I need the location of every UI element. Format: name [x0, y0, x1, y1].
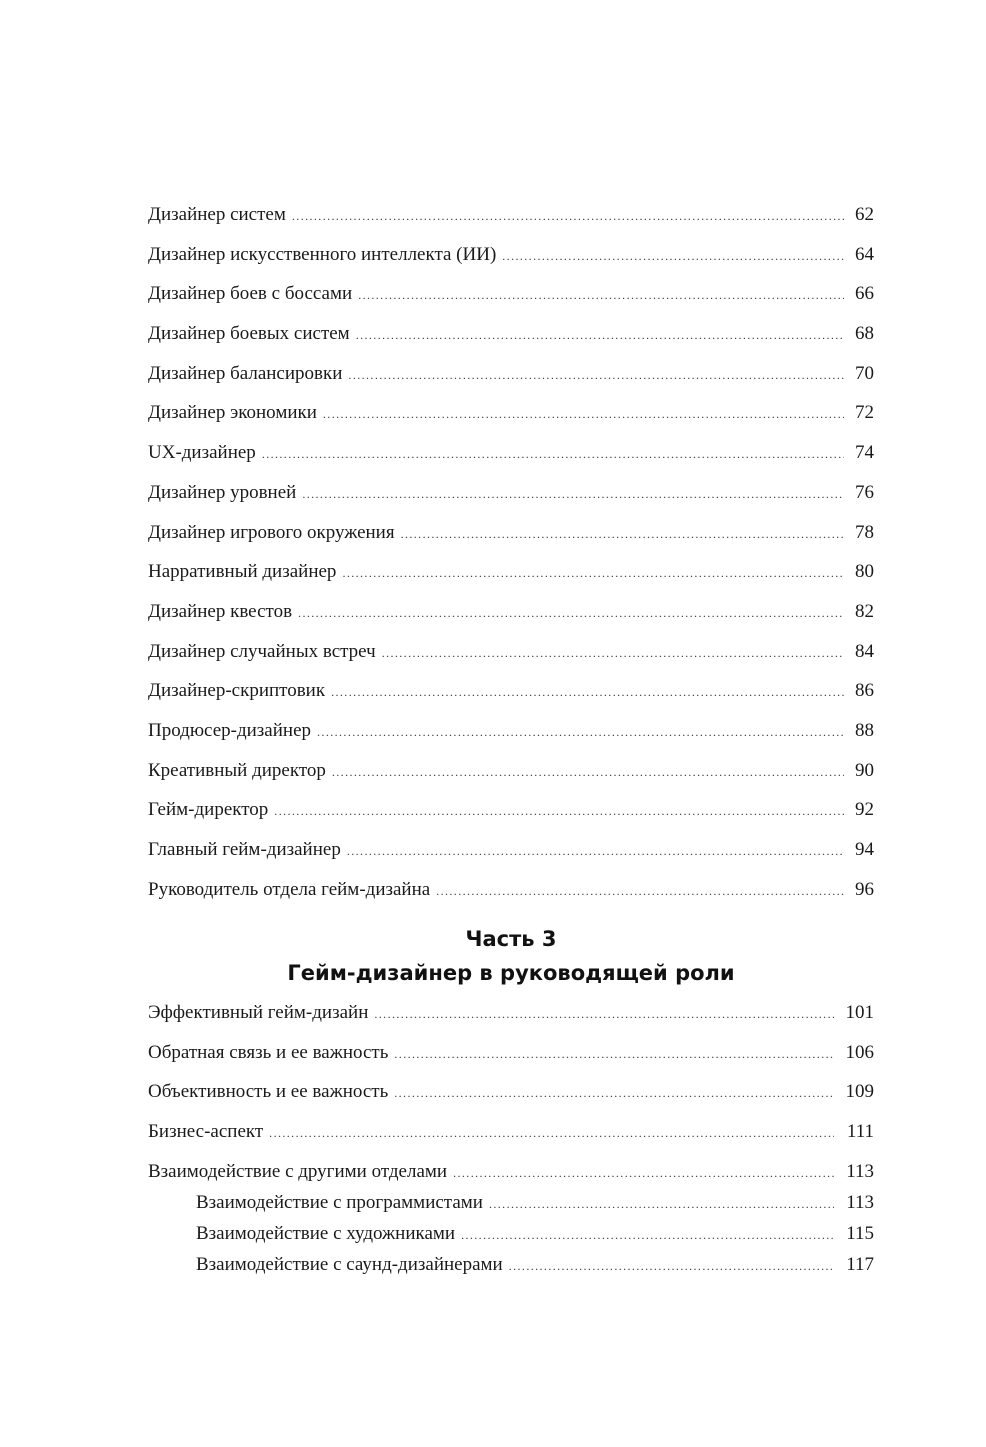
dot-leader — [348, 360, 844, 390]
toc-part2-tail — [148, 200, 874, 914]
toc-entry-title: Дизайнер уровней — [148, 481, 297, 503]
toc-entry-page: 90 — [855, 759, 874, 781]
toc-entry-page: 117 — [846, 1253, 874, 1275]
dot-leader — [509, 1251, 834, 1281]
toc-entry-page: 86 — [855, 680, 874, 702]
toc-entry-page: 113 — [846, 1191, 874, 1213]
toc-entry-title: UX-дизайнер — [148, 442, 256, 464]
toc-entry[interactable] — [148, 557, 874, 597]
toc-entry[interactable] — [148, 716, 874, 756]
toc-subentry[interactable] — [148, 1219, 874, 1250]
toc-entry-page: 106 — [845, 1041, 874, 1063]
toc-entry[interactable] — [148, 1077, 874, 1117]
toc-entry-page: 94 — [855, 839, 874, 860]
toc-entry-title: Нарративный дизайнер — [148, 561, 337, 583]
toc-subentries — [148, 1188, 874, 1281]
dot-leader — [292, 201, 844, 231]
toc-entry-page: 109 — [845, 1081, 874, 1103]
dot-leader — [274, 796, 844, 826]
toc-entry[interactable] — [148, 279, 874, 319]
toc-subentry[interactable] — [148, 1188, 874, 1219]
toc-entry-page: 96 — [855, 878, 874, 900]
part-title: Гейм-дизайнер в руководящей роли — [287, 961, 735, 985]
toc-entry-title: Руководитель отдела гейм-дизайна — [148, 878, 431, 900]
toc-entry-page: 82 — [855, 600, 874, 622]
toc-entry-title: Обратная связь и ее важность — [148, 1041, 389, 1063]
dot-leader — [323, 399, 844, 429]
dot-leader — [382, 638, 844, 668]
toc-entry-title: Дизайнер игрового окружения — [148, 521, 395, 543]
toc-subentry[interactable] — [148, 1250, 874, 1281]
dot-leader — [269, 1118, 834, 1148]
toc-entry-title: Дизайнер боевых систем — [148, 323, 350, 345]
toc-entry[interactable] — [148, 1117, 874, 1157]
toc-entry[interactable] — [148, 1157, 874, 1188]
toc-entry-page: 68 — [855, 323, 874, 345]
toc-part3 — [148, 998, 874, 1281]
dot-leader — [502, 241, 844, 271]
toc-entry[interactable] — [148, 200, 874, 240]
part-number: Часть 3 — [465, 927, 557, 951]
toc-entry[interactable] — [148, 398, 874, 438]
part-heading — [148, 922, 874, 990]
toc-entry-page: 88 — [855, 719, 874, 741]
dot-leader — [356, 320, 844, 350]
dot-leader — [302, 479, 844, 509]
toc-entry[interactable] — [148, 518, 874, 558]
toc-entry-page: 66 — [855, 283, 874, 305]
toc-entry-page: 84 — [855, 640, 874, 662]
toc-entry-title: Дизайнер искусственного интеллекта (ИИ) — [148, 243, 497, 265]
toc-entry-title: Дизайнер систем — [148, 204, 286, 225]
toc-entry-page: 111 — [846, 1121, 874, 1143]
toc-entry-title: Дизайнер балансировки — [148, 362, 343, 384]
toc-entry-title: Взаимодействие с другими отделами — [148, 1160, 448, 1182]
toc-entry-title: Дизайнер случайных встреч — [148, 640, 376, 662]
toc-entry[interactable] — [148, 676, 874, 716]
toc-entry-page: 78 — [855, 521, 874, 543]
dot-leader — [461, 1220, 834, 1250]
toc-entry-title: Взаимодействие с художниками — [196, 1222, 456, 1244]
dot-leader — [347, 836, 844, 866]
toc-entry-title: Дизайнер экономики — [148, 402, 317, 424]
toc-entry[interactable] — [148, 835, 874, 875]
toc-entry[interactable] — [148, 359, 874, 399]
dot-leader — [394, 1078, 834, 1108]
toc-entry[interactable] — [148, 240, 874, 280]
toc-entry-title: Гейм-директор — [148, 799, 269, 821]
dot-leader — [317, 717, 844, 747]
toc-entry-title: Главный гейм-дизайнер — [148, 839, 341, 860]
toc-entry[interactable] — [148, 478, 874, 518]
toc-entry-title: Взаимодействие с программистами — [196, 1191, 483, 1213]
toc-entry-title: Взаимодействие с саунд-дизайнерами — [196, 1253, 503, 1275]
toc-entry[interactable] — [148, 998, 874, 1038]
toc-entry[interactable] — [148, 756, 874, 796]
toc-entry-page: 72 — [855, 402, 874, 424]
dot-leader — [374, 999, 834, 1029]
toc-entry-page: 80 — [855, 561, 874, 583]
dot-leader — [298, 598, 844, 628]
dot-leader — [394, 1039, 834, 1069]
toc-entry-page: 62 — [855, 204, 874, 225]
dot-leader — [489, 1189, 834, 1219]
toc-entry-title: Объективность и ее важность — [148, 1081, 389, 1103]
toc-entry-page: 92 — [855, 799, 874, 821]
toc-entry-title: Продюсер-дизайнер — [148, 719, 312, 741]
dot-leader — [358, 280, 844, 310]
toc-entry-page: 113 — [846, 1160, 874, 1182]
dot-leader — [436, 876, 844, 906]
toc-entry-title: Бизнес-аспект — [148, 1121, 264, 1143]
toc-entry-page: 115 — [846, 1222, 874, 1244]
toc-entry[interactable] — [148, 319, 874, 359]
toc-entry-title: Креативный директор — [148, 759, 326, 781]
toc-entry[interactable] — [148, 1038, 874, 1078]
toc-entry-title: Дизайнер-скриптовик — [148, 680, 326, 702]
dot-leader — [332, 757, 844, 787]
toc-entry[interactable] — [148, 875, 874, 915]
toc-entry-page: 70 — [855, 362, 874, 384]
dot-leader — [401, 519, 844, 549]
dot-leader — [262, 439, 844, 469]
toc-entry-page: 74 — [855, 442, 874, 464]
toc-entry-page: 64 — [855, 243, 874, 265]
toc-entry-title: Дизайнер боев с боссами — [148, 283, 353, 305]
dot-leader — [342, 558, 844, 588]
toc-entry[interactable] — [148, 438, 874, 478]
toc-entry[interactable] — [148, 637, 874, 677]
toc-entry-title: Дизайнер квестов — [148, 600, 293, 622]
toc-entry-page: 76 — [855, 481, 874, 503]
toc-entry-page: 101 — [845, 1002, 874, 1023]
dot-leader — [331, 677, 844, 707]
dot-leader — [453, 1158, 834, 1188]
toc-entry[interactable] — [148, 597, 874, 637]
toc-entry-title: Эффективный гейм-дизайн — [148, 1002, 369, 1023]
toc-entry[interactable] — [148, 795, 874, 835]
